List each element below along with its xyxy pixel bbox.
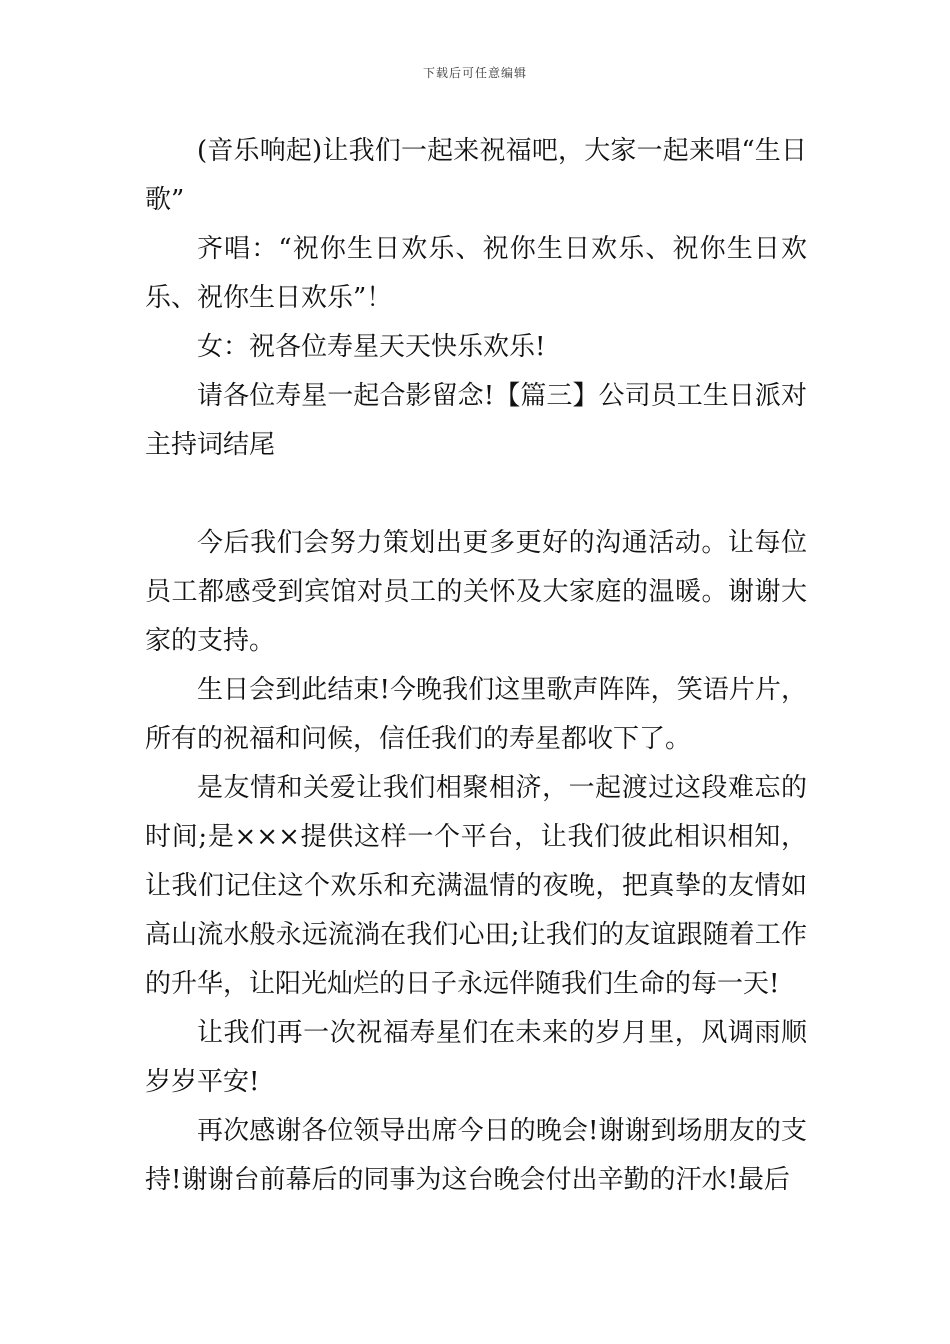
paragraph-8: 让我们再一次祝福寿星们在未来的岁月里，风调雨顺岁岁平安!	[145, 1018, 807, 1097]
paragraph-9: 再次感谢各位领导出席今日的晚会!谢谢到场朋友的支持!谢谢台前幕后的同事为这台晚会付出辛勤的汗水!最后	[145, 1116, 807, 1195]
paragraph-1: (音乐响起)让我们一起来祝福吧，大家一起来唱“生日歌”	[145, 136, 807, 215]
paragraph-3: 女：祝各位寿星天天快乐欢乐!	[197, 332, 546, 362]
paragraph-7: 是友情和关爱让我们相聚相济，一起渡过这段难忘的时间;是×××提供这样一个平台，让我们彼此相识相知，让我们记住这个欢乐和充满温情的夜晚，把真挚的友情如高山流水般永远流淌在我们心田;让我们的友谊跟随着工作的升华，让阳光灿烂的日子永远伴随我们生命的每一天!	[145, 773, 807, 999]
paragraph-2: 齐唱：“祝你生日欢乐、祝你生日欢乐、祝你生日欢乐、祝你生日欢乐”！	[145, 234, 807, 313]
page-header: 下载后可任意编辑	[422, 66, 527, 80]
paragraph-6: 生日会到此结束!今晚我们这里歌声阵阵，笑语片片，所有的祝福和问候，信任我们的寿星都收下了。	[145, 675, 807, 754]
paragraph-4: 请各位寿星一起合影留念!【篇三】公司员工生日派对主持词结尾	[145, 381, 807, 460]
document-body	[145, 127, 807, 1205]
section-gap	[145, 470, 807, 519]
paragraph-5: 今后我们会努力策划出更多更好的沟通活动。让每位员工都感受到宾馆对员工的关怀及大家庭的温暖。谢谢大家的支持。	[145, 528, 807, 656]
